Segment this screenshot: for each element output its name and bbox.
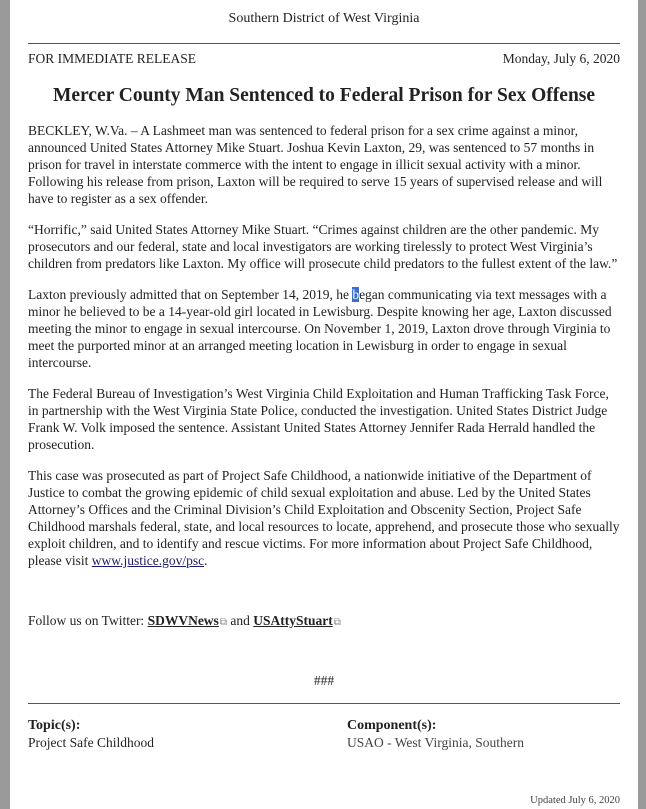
paragraph-2: “Horrific,” said United States Attorney Mike Stuart. “Crimes against children are the other pandemic. My prosecutors and our federal, state and local investigators are working tirelessly to protect West Virginia’s children from predators like Laxton. My office will prosecute child predators to the fullest extent of the law.” (28, 222, 618, 271)
external-link-icon: ⧉ (333, 617, 341, 628)
release-date: Monday, July 6, 2020 (502, 51, 620, 66)
end-separator: ### (313, 673, 335, 688)
component-value: USAO - West Virginia, Southern (347, 735, 524, 750)
twitter-link-sdwvnews[interactable]: SDWVNews (147, 613, 219, 628)
paragraph-3 (28, 286, 620, 371)
psc-link[interactable]: www.justice.gov/psc (91, 553, 205, 568)
follow-us (28, 613, 620, 629)
paragraph-5 (28, 467, 620, 569)
press-release (28, 0, 620, 751)
page-title: Mercer County Man Sentenced to Federal Prison for Sex Offense (52, 85, 596, 106)
external-link-icon: ⧉ (219, 617, 227, 628)
paragraph-3-text-start: Laxton previously admitted that on September 14, 2019, he (28, 287, 353, 302)
paragraph-5-text: This case was prosecuted as part of Project Safe Childhood, a nationwide initiative of the Department of Justice to combat the growing epidemic of child sexual exploitation and abuse. Led by the United States Attorney’s Offices and the Criminal Division’s Child Exploitation and Obscenity Section, Project Safe Childhood marshals federal, state, and local resources to locate, apprehend, and prosecute those who sexually exploit children, and to identify and rescue victims. For more information about Project Safe Childhood, please visit (28, 468, 620, 568)
topics (28, 717, 347, 751)
bottom-divider (28, 703, 620, 704)
metadata (28, 717, 620, 751)
paragraph-5-end: . (204, 553, 208, 568)
paragraph-1: BECKLEY, W.Va. – A Lashmeet man was sentenced to federal prison for a sex crime against a minor, announced United States Attorney Mike Stuart. Joshua Kevin Laxton, 29, was sentenced to 57 months in prison for travel in interstate commerce with the intent to engage in illicit sexual activity with a minor. Following his release from prison, Laxton will be required to serve 15 years of supervised release and will have to register as a sex offender. (28, 123, 603, 206)
top-divider (28, 43, 620, 44)
follow-prefix: Follow us on Twitter: (28, 613, 148, 628)
component-label: Component(s): (347, 718, 437, 733)
topic-value: Project Safe Childhood (28, 735, 154, 750)
release-row (28, 51, 620, 67)
components (347, 717, 524, 751)
paragraph-3-text-end: egan communicating via text messages with a minor he believed to be a 14-year-old girl located in Lewisburg. Despite knowing her age, Laxton discussed meeting the minor to engage in sexual intercourse. On November 1, 2019, Laxton drove through Virginia to meet the purported minor at an arranged meeting location in Lewisburg in order to engage in sexual intercourse. (28, 287, 612, 370)
follow-and: and (226, 613, 254, 628)
paragraph-4: The Federal Bureau of Investigation’s West Virginia Child Exploitation and Human Trafficking Task Force, in partnership with the West Virginia State Police, conducted the investigation. United States District Judge Frank W. Volk imposed the sentence. Assistant United States Attorney Jennifer Rada Herrald handled the prosecution. (28, 386, 609, 452)
twitter-link-usattystuart[interactable]: USAttyStuart (253, 613, 333, 628)
office-name: Southern District of West Virginia (228, 11, 420, 26)
updated-date: Updated July 6, 2020 (530, 795, 620, 806)
left-scroll-frame (0, 0, 10, 809)
article-body (28, 122, 620, 569)
release-label: FOR IMMEDIATE RELEASE (28, 51, 196, 66)
topic-label: Topic(s): (28, 718, 81, 733)
text-selection-cursor: b (352, 287, 360, 302)
right-scroll-frame (638, 0, 646, 809)
